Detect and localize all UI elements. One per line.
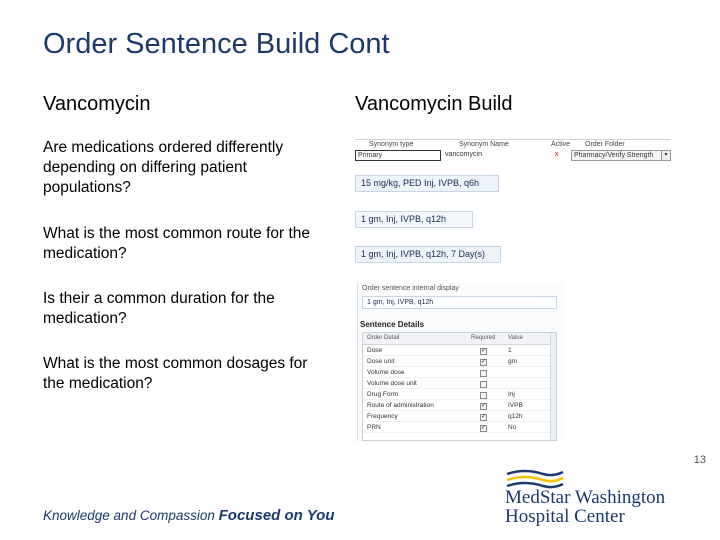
tagline-light: Knowledge and Compassion (43, 508, 215, 523)
order-sentence-2[interactable]: 1 gm, Inj, IVPB, q12h (355, 211, 473, 228)
row-detail-name: Frequency (367, 413, 398, 420)
row-detail-name: Dose (367, 347, 383, 354)
chevron-down-icon[interactable]: ▾ (661, 150, 671, 161)
question-route: What is the most common route for the medication? (43, 225, 311, 262)
required-checkbox[interactable]: ✓ (481, 348, 487, 354)
synonym-type-header: Synonym type (369, 141, 414, 148)
table-row[interactable] (363, 368, 551, 378)
row-detail-name: Volume dose (367, 369, 405, 376)
table-row[interactable] (363, 379, 551, 389)
order-sentence-1[interactable]: 15 mg/kg, PED Inj, IVPB, q6h (355, 175, 499, 192)
active-header: Active (551, 141, 571, 148)
question-populations: Are medications ordered differently depending on differing patient populations? (43, 139, 284, 196)
table-row[interactable] (363, 423, 551, 433)
order-sentence-display-label: Order sentence internal display (362, 285, 459, 292)
order-sentence-display-field[interactable]: 1 gm, Inj, IVPB, q12h (362, 296, 557, 309)
order-sentence-3[interactable]: 1 gm, Inj, IVPB, q12h, 7 Day(s) (355, 246, 501, 263)
row-value: q12h (508, 413, 523, 420)
required-checkbox[interactable]: ✓ (481, 414, 487, 420)
row-detail-name: Volume dose unit (367, 380, 417, 387)
row-detail-name: Drug Form (367, 391, 399, 398)
required-checkbox[interactable] (480, 381, 487, 388)
tagline-bold: Focused on You (218, 507, 335, 524)
row-detail-name: PRN (367, 424, 381, 431)
right-column-heading: Vancomycin Build (355, 93, 513, 115)
synonym-name-header: Synonym Name (459, 141, 509, 148)
grid-header-required: Required (471, 335, 496, 341)
row-detail-name: Route of administration (367, 402, 434, 409)
order-folder-select[interactable]: Pharmacy/Verify Strength (571, 150, 663, 161)
row-value: gm (508, 358, 518, 365)
grid-header (363, 333, 551, 345)
sentence-details-grid (362, 332, 557, 441)
table-row[interactable] (363, 412, 551, 422)
question-dosages: What is the most common dosages for the medication? (43, 355, 308, 392)
order-folder-header: Order Folder (585, 141, 625, 148)
synonym-type-field[interactable]: Primary (355, 150, 441, 161)
logo-line-2: Hospital Center (505, 506, 625, 527)
grid-header-value: Value (508, 335, 523, 341)
left-column-heading: Vancomycin (43, 93, 151, 115)
table-row[interactable] (363, 401, 551, 411)
sentence-details-panel (357, 283, 564, 441)
row-value: No (508, 424, 517, 431)
grid-scrollbar[interactable] (550, 333, 556, 440)
sentence-details-title: Sentence Details (360, 320, 425, 329)
row-value: Inj (508, 391, 515, 398)
table-row[interactable] (363, 357, 551, 367)
grid-header-detail: Order Detail (367, 335, 400, 341)
required-checkbox[interactable]: ✓ (481, 425, 487, 431)
table-row[interactable] (363, 390, 551, 400)
required-checkbox[interactable]: ✓ (481, 359, 487, 365)
synonym-header (355, 139, 671, 163)
slide-number: 13 (693, 454, 706, 466)
table-row[interactable] (363, 346, 551, 356)
row-detail-name: Dose unit (367, 358, 395, 365)
logo-line-1: MedStar Washington (505, 487, 666, 508)
footer-tagline (43, 507, 334, 524)
medstar-logo (505, 468, 685, 528)
required-checkbox[interactable] (480, 370, 487, 377)
required-checkbox[interactable] (480, 392, 487, 399)
question-duration: Is their a common duration for the medication? (43, 290, 275, 327)
slide-title: Order Sentence Build Cont (43, 28, 390, 60)
row-value: IVPB (508, 402, 523, 409)
row-value: 1 (508, 347, 512, 354)
synonym-name-field[interactable]: vancomycin (445, 151, 482, 158)
required-checkbox[interactable]: ✓ (481, 403, 487, 409)
active-checkbox[interactable]: x (555, 151, 559, 158)
